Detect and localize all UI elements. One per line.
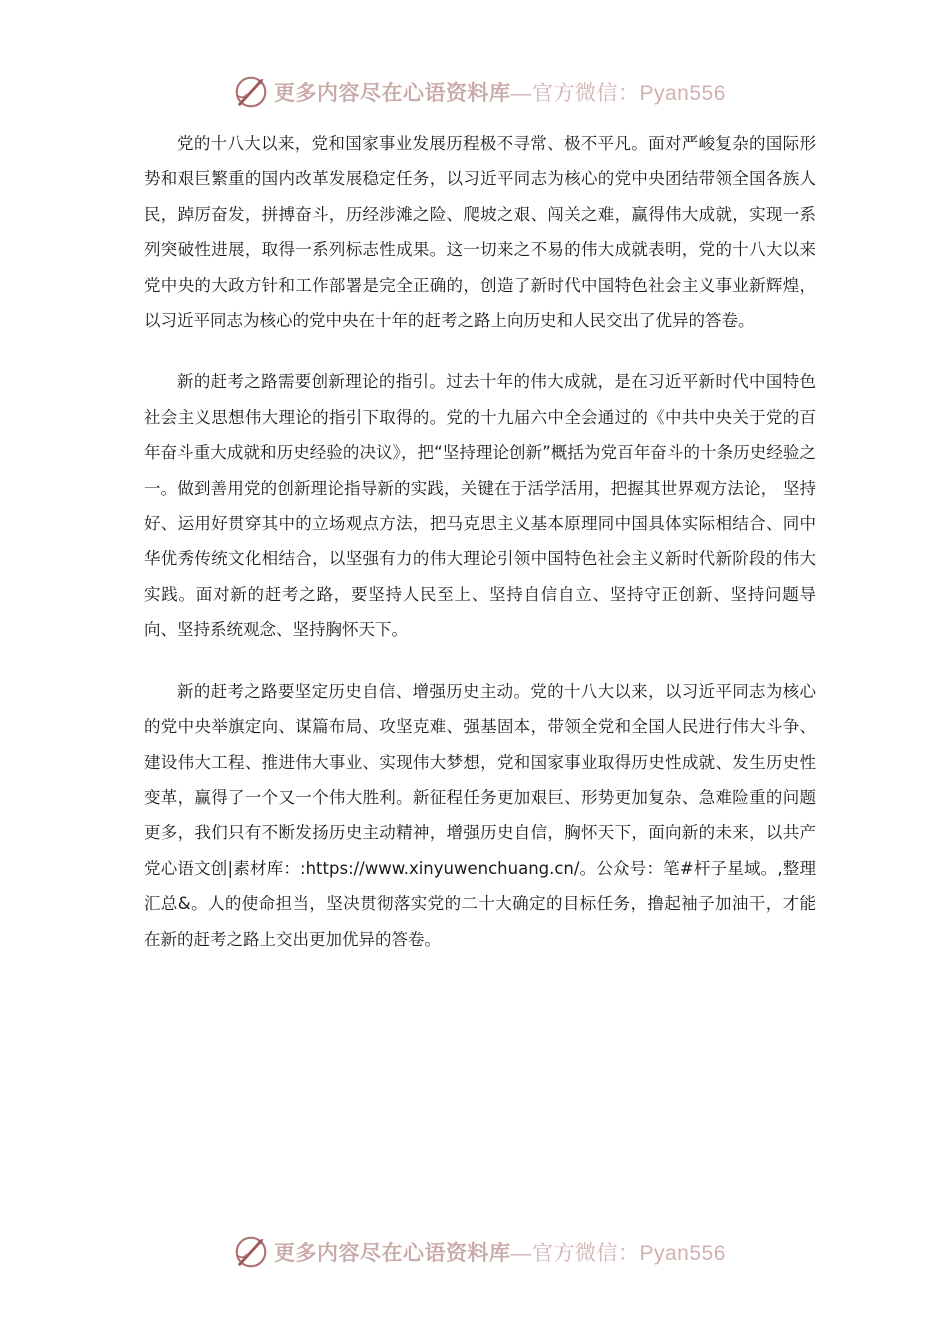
footer-banner bbox=[232, 1232, 732, 1272]
pen-logo-icon bbox=[232, 73, 270, 111]
header-banner-text bbox=[274, 77, 726, 107]
header-banner-wechat: —官方微信：Pyan556 bbox=[510, 82, 726, 105]
paragraph-3: 新的赶考之路要坚定历史自信、增强历史主动。党的十八大以来，以习近平同志为核心的党中央举旗定向、谋篇布局、攻坚克难、强基固本，带领全党和全国人民进行伟大斗争、建设伟大工程、推进伟大事业、实现伟大梦想，党和国家事业取得历史性成就、发生历史性变革，赢得了一个又一个伟大胜利。新征程任务更加艰巨、形势更加复杂、急难险重的问题更多，我们只有不断发扬历史主动精神，增强历史自信，胸怀天下，面向新的未来，以共产党心语文创|素材库：:https://www.xinyuwenchuang.cn/。公众号：笔#杆子星域。,整理汇总&。人的使命担当，坚决贯彻落实党的二十大确定的目标任务，撸起袖子加油干，才能在新的赶考之路上交出更加优异的答卷。 bbox=[144, 681, 816, 949]
document-body bbox=[144, 126, 816, 983]
footer-banner-text bbox=[274, 1237, 726, 1267]
header-banner bbox=[232, 72, 732, 112]
footer-banner-wechat: —官方微信：Pyan556 bbox=[510, 1242, 726, 1265]
pen-logo-icon bbox=[232, 1233, 270, 1271]
paragraph-1: 党的十八大以来，党和国家事业发展历程极不寻常、极不平凡。面对严峻复杂的国际形势和艰巨繁重的国内改革发展稳定任务，以习近平同志为核心的党中央团结带领全国各族人民，踔厉奋发，拼搏奋斗，历经涉滩之险、爬坡之艰、闯关之难，赢得伟大成就，实现一系列突破性进展，取得一系列标志性成果。这一切来之不易的伟大成就表明，党的十八大以来党中央的大政方针和工作部署是完全正确的，创造了新时代中国特色社会主义事业新辉煌， 以习近平同志为核心的党中央在十年的赶考之路上向历史和人民交出了优异的答卷。 bbox=[144, 134, 816, 331]
footer-banner-title: 更多内容尽在心语资料库 bbox=[274, 1240, 511, 1265]
paragraph-2: 新的赶考之路需要创新理论的指引。过去十年的伟大成就，是在习近平新时代中国特色社会主义思想伟大理论的指引下取得的。党的十九届六中全会通过的《中共中央关于党的百年奋斗重大成就和历史经验的决议》，把“坚持理论创新”概括为党百年奋斗的十条历史经验之一。做到善用党的创新理论指导新的实践，关键在于活学活用，把握其世界观方法论， 坚持好、运用好贯穿其中的立场观点方法，把马克思主义基本原理同中国具体实际相结合、同中华优秀传统文化相结合，以坚强有力的伟大理论引领中国特色社会主义新时代新阶段的伟大实践。面对新的赶考之路，要坚持人民至上、坚持自信自立、坚持守正创新、坚持问题导向、坚持系统观念、坚持胸怀天下。 bbox=[144, 372, 816, 640]
header-banner-title: 更多内容尽在心语资料库 bbox=[274, 80, 511, 105]
